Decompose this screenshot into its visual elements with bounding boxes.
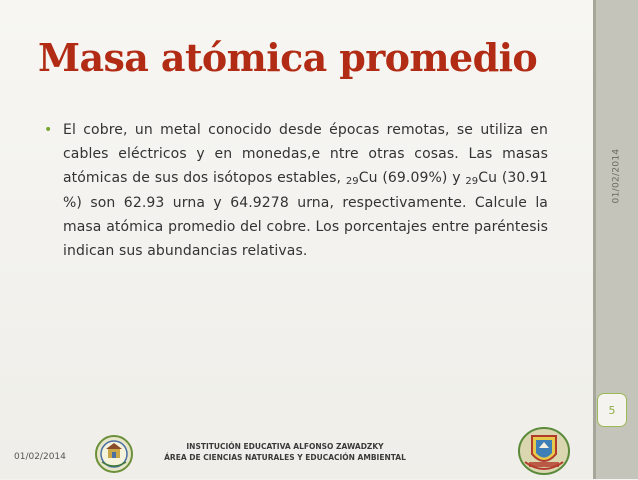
sidebar-date xyxy=(602,140,630,212)
body-text-1: El cobre, un metal conocido desde épocas remotas, se utiliza en cables eléctricos y en monedas,e ntre otras cosas. Las masas atómicas de sus dos isótopos estables, xyxy=(63,122,548,187)
footer-line-1: INSTITUCIÓN EDUCATIVA ALFONSO ZAWADZKY xyxy=(186,442,384,451)
sidebar-date-text: 01/02/2014 xyxy=(611,148,621,204)
school-crest-logo-icon xyxy=(92,434,136,474)
page-number: 5 xyxy=(608,403,616,417)
body-paragraph xyxy=(63,118,548,263)
side-divider xyxy=(593,0,596,479)
isotope-subscript-2: 29 xyxy=(465,176,479,188)
school-shield-logo-icon xyxy=(517,426,571,476)
page-number-badge xyxy=(597,393,627,427)
bullet-icon: • xyxy=(44,122,53,138)
body-text-3: Cu (30.91 %) son 62.93 urna y 64.9278 urna, respectivamente. Calcule la masa atómica promedio del cobre. Los porcentajes entre paréntesis indican sus abundancias relativas. xyxy=(63,170,548,260)
isotope-subscript-1: 29 xyxy=(345,176,359,188)
footer-institution xyxy=(160,441,410,463)
body-text-2: Cu (69.09%) y xyxy=(358,170,466,187)
slide-title: Masa atómica promedio xyxy=(38,35,538,80)
footer-date: 01/02/2014 xyxy=(14,452,66,462)
body-content xyxy=(44,118,548,263)
footer-line-2: ÁREA DE CIENCIAS NATURALES Y EDUCACIÓN AMBIENTAL xyxy=(164,453,406,462)
